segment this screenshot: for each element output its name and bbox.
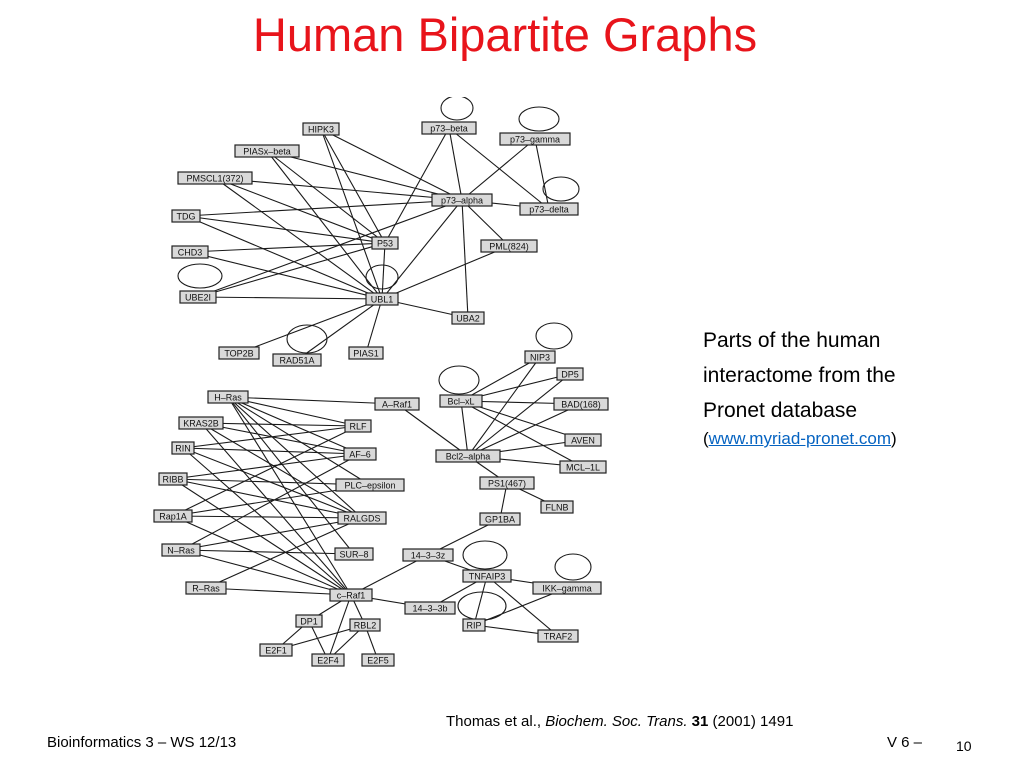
protein-node [179,417,223,429]
protein-node-label: TRAF2 [543,631,573,642]
protein-node-label: AVEN [571,435,595,446]
protein-node-label: RLF [349,421,367,432]
protein-node-label: NIP3 [529,352,551,363]
protein-node [172,210,200,222]
footer-course: Bioinformatics 3 – WS 12/13 [47,734,237,751]
interaction-edge [462,200,509,246]
protein-node-label: PS1(467) [487,478,527,489]
protein-node [219,347,259,359]
pronet-link[interactable]: www.myriad-pronet.com [708,429,891,448]
protein-node [172,442,194,454]
protein-node-label: RAD51A [279,355,315,366]
protein-node-label: N–Ras [167,545,195,556]
interaction-edge [239,299,382,353]
protein-node [375,398,419,410]
protein-node [500,133,570,145]
protein-node [403,549,453,561]
description-line-3: Pronet database [703,399,858,422]
description-line-1: Parts of the human [703,329,881,352]
protein-node-label: A–Raf1 [381,399,413,410]
citation-journal: Biochem. Soc. Trans. [545,713,688,730]
protein-node [303,123,339,135]
protein-node [330,589,372,601]
footer-lecture: V 6 – [887,734,923,751]
protein-node-label: p73–delta [529,204,569,215]
page-number: 10 [956,738,972,754]
interaction-edge [173,516,362,518]
protein-node [178,172,252,184]
interaction-edge [173,479,351,595]
protein-node-label: TOP2B [224,348,254,359]
protein-node [338,512,386,524]
protein-node [525,351,555,363]
protein-node [336,479,404,491]
protein-node [520,203,578,215]
protein-node-label: E2F1 [265,645,287,656]
protein-node [186,582,226,594]
protein-node [159,473,187,485]
protein-node [405,602,455,614]
protein-node [362,654,394,666]
interaction-edge [228,397,370,485]
protein-node-label: HIPK3 [307,124,335,135]
protein-node-label: c–Raf1 [336,590,366,601]
interaction-edge [461,357,540,401]
interaction-edge [228,397,351,595]
interaction-edge [462,200,468,318]
protein-node [172,246,208,258]
link-open-paren: ( [703,429,709,448]
protein-node [463,619,485,631]
protein-node-label: PIASx–beta [243,146,291,157]
protein-node-label: DP1 [300,616,318,627]
protein-node [235,145,299,157]
self-interaction-loop [536,323,572,349]
protein-node [533,582,601,594]
protein-node [162,544,200,556]
protein-node-label: H–Ras [214,392,242,403]
protein-node-label: Bcl2–alpha [445,451,491,462]
protein-node [312,654,344,666]
interaction-edge [535,139,549,209]
interaction-edge [173,479,362,518]
protein-node [560,461,606,473]
protein-node [463,570,511,582]
protein-node-label: Rap1A [159,511,187,522]
protein-node [345,420,371,432]
interaction-edge [215,178,385,243]
protein-node [208,391,248,403]
protein-node-label: RALGDS [343,513,381,524]
description [703,323,1003,450]
protein-node-label: p73–gamma [509,134,561,145]
interaction-edge [382,243,385,299]
citation-year-pages: (2001) 1491 [708,713,794,730]
interaction-edge [201,423,362,518]
protein-node-label: PLC–epsilon [344,480,396,491]
protein-node-label: p73–beta [430,123,468,134]
interaction-edge [183,448,362,518]
protein-node-label: TDG [176,211,196,222]
protein-node [481,240,537,252]
pronet-link-line [703,428,1003,450]
protein-node [422,122,476,134]
protein-node [180,291,216,303]
protein-node [273,354,321,366]
citation-authors: Thomas et al., [446,713,546,730]
self-interaction-loop [178,264,222,288]
interaction-edge [181,550,354,554]
protein-node-label: BAD(168) [561,399,601,410]
interaction-edge [173,454,360,479]
protein-node [440,395,482,407]
interaction-edge [462,139,535,200]
protein-node-label: FLNB [545,502,569,513]
protein-node-label: CHD3 [177,247,203,258]
protein-node-label: PML(824) [489,241,529,252]
protein-node [452,312,484,324]
protein-node-label: RIP [466,620,482,631]
protein-node-label: GP1BA [484,514,516,525]
interaction-edge [190,252,382,299]
self-interaction-loop [439,366,479,394]
protein-node-label: DP5 [561,369,579,380]
interaction-edge [186,200,462,216]
protein-node-label: SUR–8 [339,549,369,560]
interaction-edge [397,404,468,456]
interaction-edge [449,128,462,200]
interaction-edge [228,397,362,518]
protein-node [350,619,380,631]
protein-node [557,368,583,380]
interaction-edge [328,595,351,660]
protein-node-label: IKK–gamma [542,583,592,594]
self-interaction-loop [555,554,591,580]
interaction-edge [461,401,468,456]
interaction-edge [474,576,487,625]
protein-node-label: TNFAIP3 [468,571,506,582]
protein-node-label: PIAS1 [353,348,379,359]
citation-volume: 31 [691,713,709,730]
protein-node [296,615,322,627]
protein-node-label: UBL1 [370,294,394,305]
protein-node-label: p73–alpha [440,195,484,206]
protein-node-label: UBE2I [184,292,212,303]
protein-node-label: UBA2 [456,313,480,324]
interaction-edge [366,299,382,353]
protein-node-label: P53 [376,238,394,249]
protein-node-label: MCL–1L [565,462,601,473]
link-close-paren: ) [891,429,897,448]
protein-node [260,644,292,656]
description-line-2: interactome from the [703,364,896,387]
protein-node [432,194,492,206]
self-interaction-loop [366,265,398,289]
slide-title: Human Bipartite Graphs [252,8,758,61]
interaction-edge [198,297,382,299]
protein-node-label: AF–6 [349,449,371,460]
interactome-network-diagram [150,97,616,673]
self-interaction-loop [287,325,327,353]
protein-node-label: 14–3–3z [410,550,446,561]
protein-node [154,510,192,522]
nodes [154,122,608,666]
protein-node-label: RBL2 [353,620,377,631]
self-interaction-loop [543,177,579,201]
interaction-edge [201,423,358,426]
interaction-edge [267,151,462,200]
protein-node-label: RIN [175,443,191,454]
protein-node-label: R–Ras [192,583,220,594]
self-interaction-loop [441,97,473,120]
protein-node [335,548,373,560]
protein-node-label: PMSCL1(372) [186,173,244,184]
interaction-edge [382,246,509,299]
self-interaction-loop [463,541,507,569]
protein-node-label: RIBB [162,474,184,485]
protein-node [349,347,383,359]
interaction-edge [190,243,385,252]
interaction-edge [201,423,351,595]
protein-node [372,237,398,249]
protein-node [366,293,398,305]
protein-node-label: E2F4 [317,655,339,666]
protein-node [538,630,578,642]
citation [446,713,793,730]
protein-node [554,398,608,410]
network-svg [150,97,616,673]
protein-node [436,450,500,462]
interaction-edge [181,518,362,550]
interaction-edge [267,151,382,299]
protein-node [344,448,376,460]
protein-node [480,477,534,489]
protein-node-label: KRAS2B [183,418,219,429]
protein-node-label: Bcl–xL [447,396,475,407]
self-interaction-loop [519,107,559,131]
interaction-edge [173,426,358,516]
protein-node [565,434,601,446]
protein-node-label: E2F5 [367,655,389,666]
protein-node [480,513,520,525]
protein-node-label: 14–3–3b [412,603,448,614]
interaction-edge [321,129,385,243]
protein-node [541,501,573,513]
interaction-edge [385,128,449,243]
